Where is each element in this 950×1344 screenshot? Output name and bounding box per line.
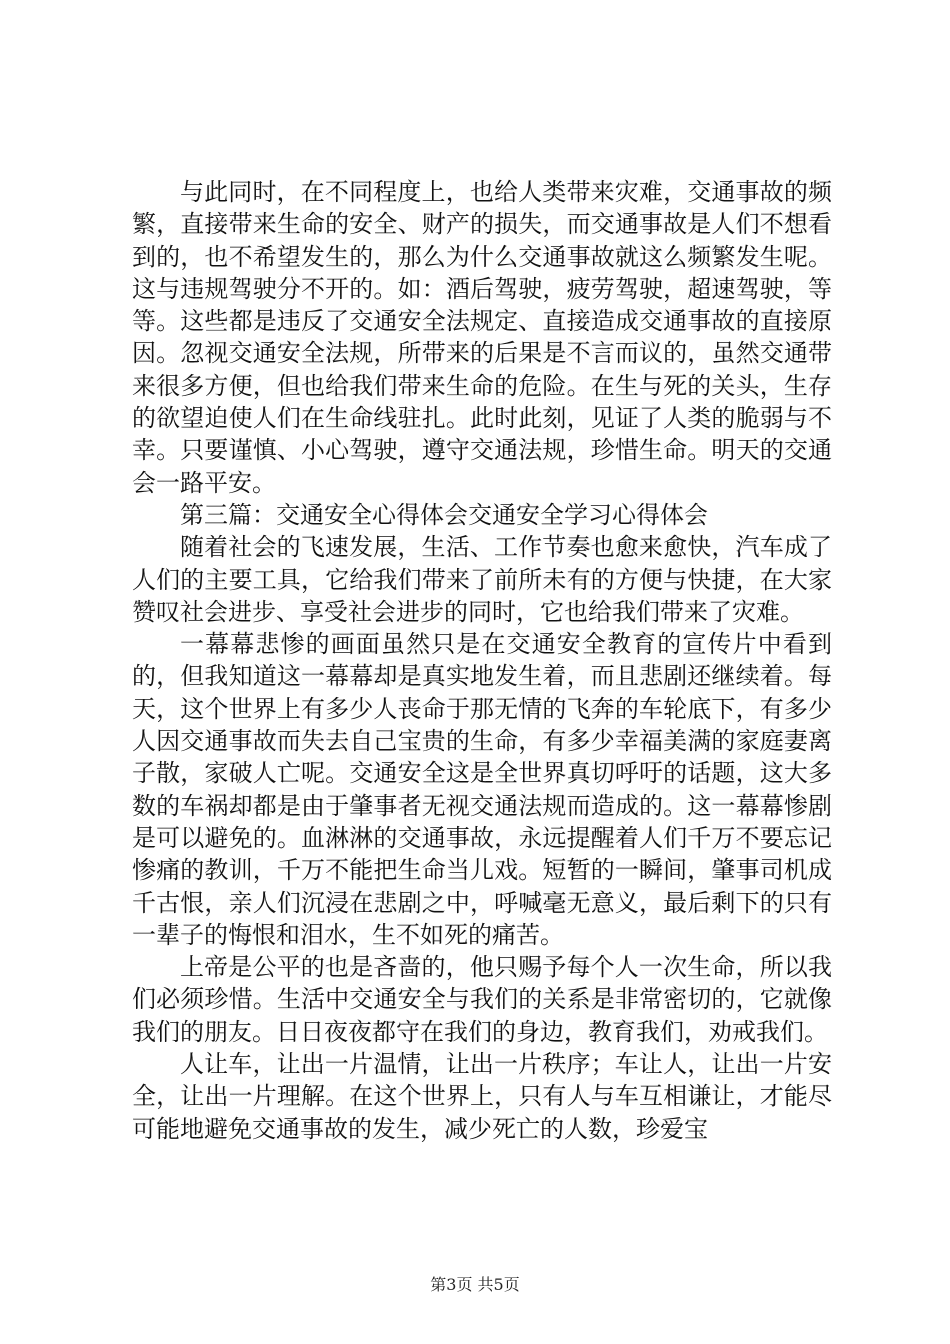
page-footer: 第3页 共5页 — [430, 1275, 520, 1294]
paragraph-2: 随着社会的飞速发展，生活、工作节奏也愈来愈快，汽车成了人们的主要工具，它给我们带来了前所未有的方便与快捷，在大家赞叹社会进步、享受社会进步的同时，它也给我们带来了灾难。 — [132, 533, 832, 626]
paragraph-5: 人让车，让出一片温情，让出一片秩序；车让人，让出一片安全，让出一片理解。在这个世界上，只有人与车互相谦让，才能尽可能地避免交通事故的发生，减少死亡的人数，珍爱宝 — [132, 1050, 832, 1143]
paragraph-3: 一幕幕悲惨的画面虽然只是在交通安全教育的宣传片中看到的，但我知道这一幕幕却是真实地发生着，而且悲剧还继续着。每天，这个世界上有多少人丧命于那无情的飞奔的车轮底下，有多少人因交通事故而失去自己宝贵的生命，有多少幸福美满的家庭妻离子散，家破人亡呢。交通安全这是全世界真切呼吁的话题，这大多数的车祸却都是由于肇事者无视交通法规而造成的。这一幕幕惨剧是可以避免的。血淋淋的交通事故，永远提醒着人们千万不要忘记惨痛的教训，千万不能把生命当儿戏。短暂的一瞬间，肇事司机成千古恨，亲人们沉浸在悲剧之中，呼喊毫无意义，最后剩下的只有一辈子的悔恨和泪水，生不如死的痛苦。 — [132, 630, 832, 949]
section-heading: 第三篇：交通安全心得体会交通安全学习心得体会 — [180, 500, 708, 529]
paragraph-4: 上帝是公平的也是吝啬的，他只赐予每个人一次生命，所以我们必须珍惜。生活中交通安全与我们的关系是非常密切的，它就像我们的朋友。日日夜夜都守在我们的身边，教育我们，劝戒我们。 — [132, 953, 832, 1046]
document-body — [132, 176, 832, 1145]
paragraph-1: 与此同时，在不同程度上，也给人类带来灾难，交通事故的频繁，直接带来生命的安全、财产的损失，而交通事故是人们不想看到的，也不希望发生的，那么为什么交通事故就这么频繁发生呢。这与违规驾驶分不开的。如：酒后驾驶，疲劳驾驶，超速驾驶，等等。这些都是违反了交通安全法规定、直接造成交通事故的直接原因。忽视交通安全法规，所带来的后果是不言而议的，虽然交通带来很多方便，但也给我们带来生命的危险。在生与死的关头，生存的欲望迫使人们在生命线驻扎。此时此刻，见证了人类的脆弱与不幸。只要谨慎、小心驾驶，遵守交通法规，珍惜生命。明天的交通会一路平安。 — [132, 178, 832, 497]
